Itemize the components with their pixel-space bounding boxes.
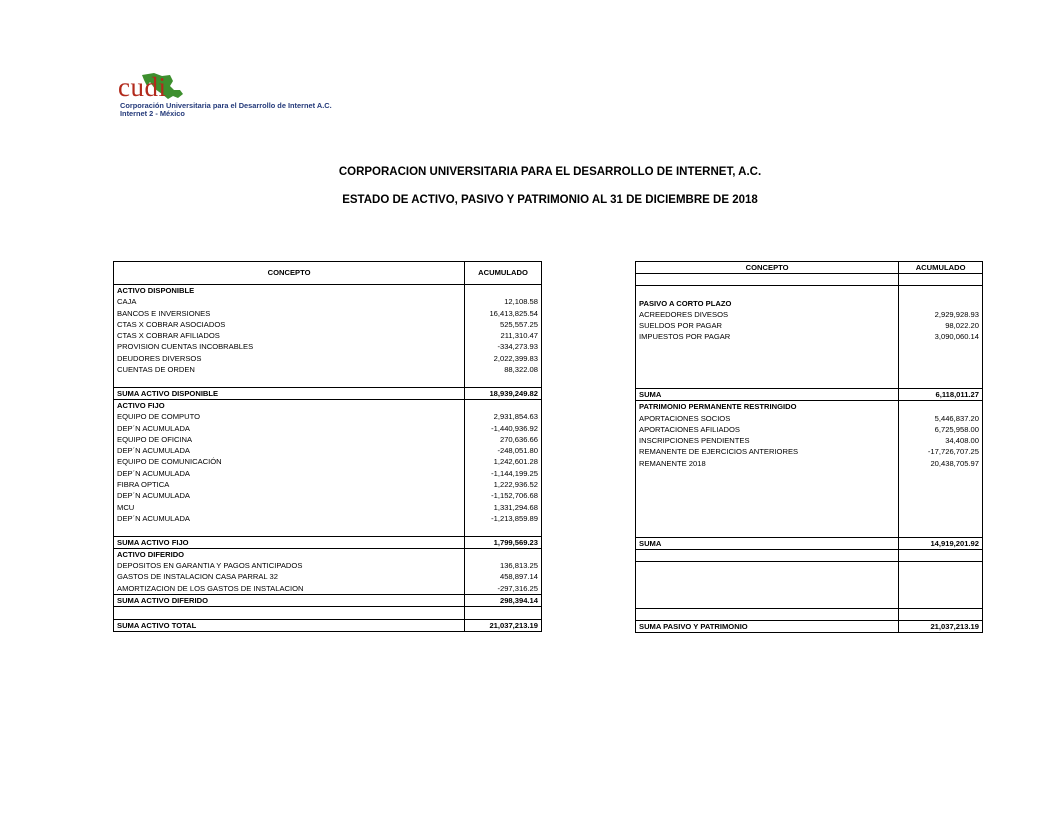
row-amount: 2,929,928.93	[899, 309, 983, 320]
table-row	[636, 388, 983, 400]
row-amount: 16,413,825.54	[465, 308, 542, 319]
row-amount	[899, 585, 983, 596]
row-label: REMANENTE 2018	[636, 458, 899, 469]
row-label	[636, 354, 899, 365]
assets-table	[113, 261, 542, 632]
assets-table-header	[114, 262, 542, 285]
row-amount: 21,037,213.19	[465, 619, 542, 631]
row-amount	[899, 401, 983, 413]
row-amount	[465, 375, 542, 387]
table-row	[114, 285, 542, 297]
row-label: EQUIPO DE COMUNICACIÓN	[114, 456, 465, 467]
row-label: DEP´N ACUMULADA	[114, 513, 465, 524]
row-label: ACTIVO DIFERIDO	[114, 548, 465, 560]
row-label	[114, 607, 465, 619]
row-amount	[899, 286, 983, 298]
row-amount: -297,316.25	[465, 583, 542, 595]
table-row	[636, 458, 983, 469]
table-row	[636, 435, 983, 446]
table-row	[636, 274, 983, 286]
row-amount	[899, 596, 983, 608]
row-label: SUELDOS POR PAGAR	[636, 320, 899, 331]
row-label: DEP´N ACUMULADA	[114, 423, 465, 434]
row-amount: 2,931,854.63	[465, 411, 542, 422]
row-amount: 298,394.14	[465, 595, 542, 607]
table-row	[114, 490, 542, 501]
row-label	[636, 514, 899, 525]
row-label: BANCOS E INVERSIONES	[114, 308, 465, 319]
table-row	[636, 377, 983, 389]
table-row	[636, 354, 983, 365]
row-amount: -248,051.80	[465, 445, 542, 456]
table-row	[114, 619, 542, 631]
row-label: PATRIMONIO PERMANENTE RESTRINGIDO	[636, 401, 899, 413]
row-amount	[465, 607, 542, 619]
table-row	[636, 309, 983, 320]
row-label	[636, 480, 899, 491]
table-row	[114, 607, 542, 619]
table-row	[636, 574, 983, 585]
row-label: SUMA ACTIVO DIFERIDO	[114, 595, 465, 607]
row-label	[636, 286, 899, 298]
table-row	[114, 524, 542, 536]
row-amount: 20,438,705.97	[899, 458, 983, 469]
table-row	[114, 536, 542, 548]
row-label: GASTOS DE INSTALACION CASA PARRAL 32	[114, 571, 465, 582]
table-row	[636, 596, 983, 608]
row-label: SUMA	[636, 388, 899, 400]
logo-tagline: Internet 2 - México	[120, 109, 185, 118]
table-row	[636, 537, 983, 549]
row-amount	[899, 562, 983, 574]
row-label: REMANENTE DE EJERCICIOS ANTERIORES	[636, 446, 899, 457]
table-row	[636, 446, 983, 457]
row-label	[636, 550, 899, 562]
row-label: SUMA ACTIVO TOTAL	[114, 619, 465, 631]
column-header-concept: CONCEPTO	[114, 262, 465, 285]
row-amount	[899, 274, 983, 286]
table-row	[114, 423, 542, 434]
row-amount: 6,725,958.00	[899, 424, 983, 435]
row-label	[636, 503, 899, 514]
row-label: PASIVO A CORTO PLAZO	[636, 298, 899, 309]
table-row	[114, 595, 542, 607]
table-row	[636, 320, 983, 331]
row-label: DEP´N ACUMULADA	[114, 468, 465, 479]
row-amount: 18,939,249.82	[465, 387, 542, 399]
row-amount	[899, 354, 983, 365]
row-amount	[899, 526, 983, 538]
row-label: DEP´N ACUMULADA	[114, 445, 465, 456]
row-label	[636, 492, 899, 503]
table-row	[636, 492, 983, 503]
row-label: EQUIPO DE OFICINA	[114, 434, 465, 445]
row-amount: 12,108.58	[465, 296, 542, 307]
document-subtitle: ESTADO DE ACTIVO, PASIVO Y PATRIMONIO AL 31 DE DICIEMBRE DE 2018	[342, 194, 758, 206]
table-row	[114, 364, 542, 375]
liabilities-equity-table	[635, 261, 983, 633]
row-label: ACTIVO DISPONIBLE	[114, 285, 465, 297]
row-label: CTAS X COBRAR ASOCIADOS	[114, 319, 465, 330]
table-row	[114, 375, 542, 387]
table-row	[114, 479, 542, 490]
table-row	[114, 445, 542, 456]
row-label: MCU	[114, 502, 465, 513]
row-amount: 5,446,837.20	[899, 413, 983, 424]
table-row	[114, 456, 542, 467]
row-label: SUMA	[636, 537, 899, 549]
table-row	[636, 562, 983, 574]
liabilities-table-body	[636, 274, 983, 633]
row-label: CTAS X COBRAR AFILIADOS	[114, 330, 465, 341]
row-amount	[899, 492, 983, 503]
table-row	[114, 583, 542, 595]
row-amount	[899, 469, 983, 480]
row-label	[636, 585, 899, 596]
row-amount: 6,118,011.27	[899, 388, 983, 400]
table-row	[636, 401, 983, 413]
row-amount: 88,322.08	[465, 364, 542, 375]
row-label	[636, 596, 899, 608]
table-row	[114, 513, 542, 524]
row-amount: 136,813.25	[465, 560, 542, 571]
table-row	[636, 365, 983, 376]
row-label	[114, 524, 465, 536]
row-label: DEP´N ACUMULADA	[114, 490, 465, 501]
row-label: DEUDORES DIVERSOS	[114, 353, 465, 364]
row-amount: 1,331,294.68	[465, 502, 542, 513]
row-amount: -1,213,859.89	[465, 513, 542, 524]
table-row	[636, 298, 983, 309]
row-amount	[465, 524, 542, 536]
row-amount	[899, 514, 983, 525]
table-row	[114, 319, 542, 330]
row-amount: 3,090,060.14	[899, 331, 983, 342]
table-row	[114, 411, 542, 422]
table-row	[636, 286, 983, 298]
row-amount: -1,152,706.68	[465, 490, 542, 501]
logo-org-name: Corporación Universitaria para el Desarrollo de Internet A.C.	[120, 101, 332, 110]
row-amount: -1,440,936.92	[465, 423, 542, 434]
row-label	[114, 375, 465, 387]
row-label: IMPUESTOS POR PAGAR	[636, 331, 899, 342]
table-row	[114, 296, 542, 307]
table-row	[636, 514, 983, 525]
table-row	[114, 330, 542, 341]
row-amount: 34,408.00	[899, 435, 983, 446]
row-amount: 14,919,201.92	[899, 537, 983, 549]
row-label	[636, 574, 899, 585]
row-amount	[899, 343, 983, 354]
row-amount	[899, 550, 983, 562]
row-amount	[465, 399, 542, 411]
table-row	[114, 502, 542, 513]
table-row	[114, 468, 542, 479]
row-label: PROVISION CUENTAS INCOBRABLES	[114, 341, 465, 352]
table-row	[636, 620, 983, 632]
row-label: ACTIVO FIJO	[114, 399, 465, 411]
table-row	[114, 434, 542, 445]
row-label: INSCRIPCIONES PENDIENTES	[636, 435, 899, 446]
row-label: FIBRA OPTICA	[114, 479, 465, 490]
row-amount: 1,242,601.28	[465, 456, 542, 467]
row-amount: 98,022.20	[899, 320, 983, 331]
row-amount: -17,726,707.25	[899, 446, 983, 457]
table-row	[636, 424, 983, 435]
row-label	[636, 608, 899, 620]
row-label	[636, 365, 899, 376]
cudi-logo	[118, 72, 348, 122]
table-row	[636, 343, 983, 354]
row-label	[636, 274, 899, 286]
row-amount	[899, 365, 983, 376]
row-amount	[899, 608, 983, 620]
row-label: DEPOSITOS EN GARANTIA Y PAGOS ANTICIPADOS	[114, 560, 465, 571]
row-amount	[465, 548, 542, 560]
table-row	[114, 341, 542, 352]
row-label	[636, 377, 899, 389]
table-row	[114, 353, 542, 364]
column-header-concept: CONCEPTO	[636, 262, 899, 274]
row-amount	[899, 377, 983, 389]
liabilities-table-header	[636, 262, 983, 274]
row-label	[636, 469, 899, 480]
row-label: ACREEDORES DIVESOS	[636, 309, 899, 320]
row-label: CAJA	[114, 296, 465, 307]
row-amount: 2,022,399.83	[465, 353, 542, 364]
row-label: EQUIPO DE COMPUTO	[114, 411, 465, 422]
row-amount: -1,144,199.25	[465, 468, 542, 479]
row-label	[636, 343, 899, 354]
table-row	[636, 413, 983, 424]
row-label	[636, 562, 899, 574]
table-row	[636, 331, 983, 342]
row-amount: -334,273.93	[465, 341, 542, 352]
row-amount	[465, 285, 542, 297]
table-row	[636, 585, 983, 596]
table-row	[114, 548, 542, 560]
row-amount	[899, 503, 983, 514]
row-label: APORTACIONES SOCIOS	[636, 413, 899, 424]
table-row	[636, 503, 983, 514]
row-amount: 458,897.14	[465, 571, 542, 582]
table-row	[114, 308, 542, 319]
row-amount: 1,222,936.52	[465, 479, 542, 490]
row-amount: 1,799,569.23	[465, 536, 542, 548]
table-row	[636, 526, 983, 538]
row-amount: 211,310.47	[465, 330, 542, 341]
row-label: SUMA ACTIVO DISPONIBLE	[114, 387, 465, 399]
document-title: CORPORACION UNIVERSITARIA PARA EL DESARROLLO DE INTERNET, A.C.	[338, 166, 762, 178]
table-row	[114, 560, 542, 571]
row-label: SUMA PASIVO Y PATRIMONIO	[636, 620, 899, 632]
logo-wordmark: cudi	[118, 72, 167, 102]
column-header-amount: ACUMULADO	[465, 262, 542, 285]
row-amount	[899, 480, 983, 491]
table-row	[114, 399, 542, 411]
table-row	[114, 571, 542, 582]
column-header-amount: ACUMULADO	[899, 262, 983, 274]
assets-table-body	[114, 285, 542, 632]
table-row	[636, 480, 983, 491]
row-label: SUMA ACTIVO FIJO	[114, 536, 465, 548]
row-amount: 21,037,213.19	[899, 620, 983, 632]
row-label	[636, 526, 899, 538]
table-row	[636, 550, 983, 562]
row-amount	[899, 574, 983, 585]
table-row	[636, 469, 983, 480]
row-amount	[899, 298, 983, 309]
row-label: APORTACIONES AFILIADOS	[636, 424, 899, 435]
row-label: AMORTIZACION DE LOS GASTOS DE INSTALACION	[114, 583, 465, 595]
table-row	[114, 387, 542, 399]
row-label: CUENTAS DE ORDEN	[114, 364, 465, 375]
row-amount: 270,636.66	[465, 434, 542, 445]
table-row	[636, 608, 983, 620]
row-amount: 525,557.25	[465, 319, 542, 330]
